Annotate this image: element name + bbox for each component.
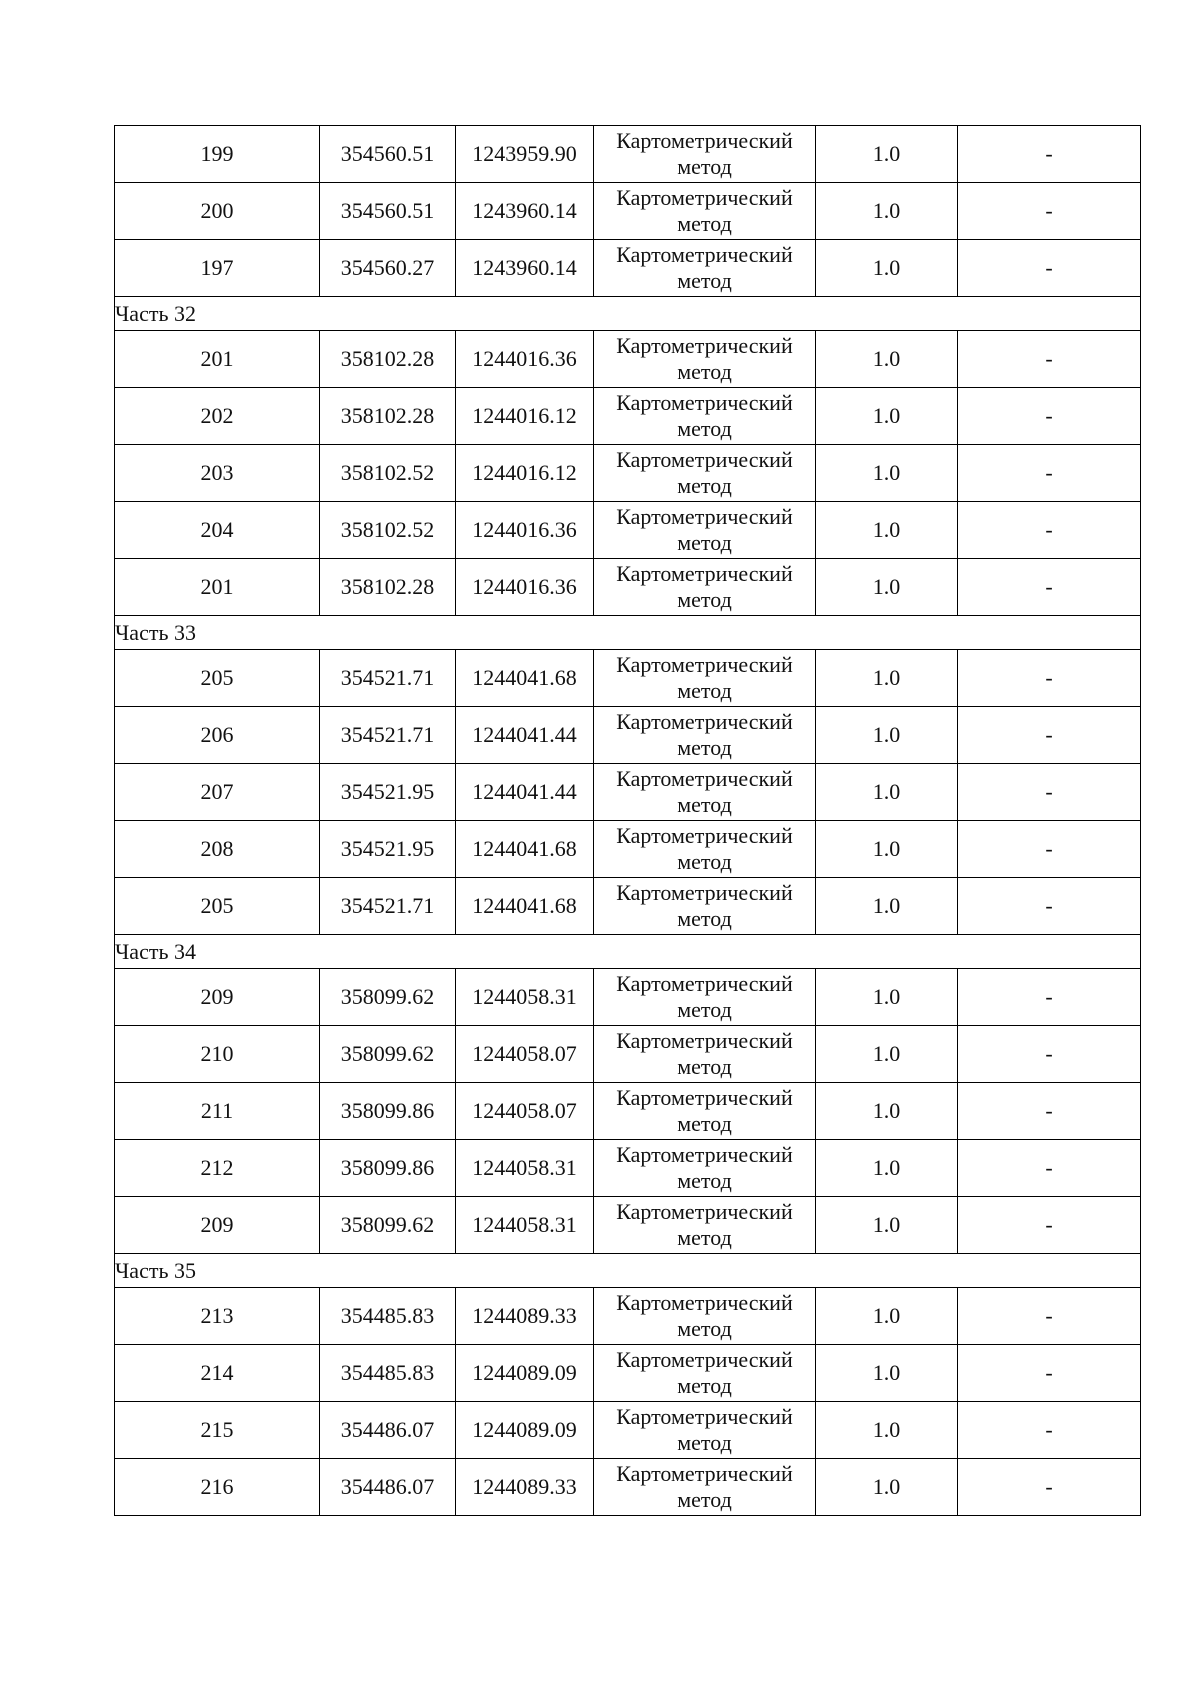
table-row bbox=[115, 1345, 1141, 1402]
table-row bbox=[115, 126, 1141, 183]
method-cell bbox=[594, 1345, 816, 1402]
table-row bbox=[115, 502, 1141, 559]
table-row bbox=[115, 240, 1141, 297]
method-line-1: Картометрический bbox=[616, 1461, 793, 1486]
method-line-2: метод bbox=[677, 735, 732, 760]
method-line-1: Картометрический bbox=[616, 652, 793, 677]
precision-cell: 1.0 bbox=[816, 183, 958, 240]
method-cell bbox=[594, 1459, 816, 1516]
method-cell bbox=[594, 1140, 816, 1197]
part-label: Часть 32 bbox=[115, 297, 1141, 331]
method-line-1: Картометрический bbox=[616, 1028, 793, 1053]
description-cell: - bbox=[958, 240, 1141, 297]
y-coordinate-cell: 1244041.68 bbox=[456, 878, 594, 935]
method-line-2: метод bbox=[677, 416, 732, 441]
x-coordinate-cell: 358102.52 bbox=[320, 445, 456, 502]
precision-cell: 1.0 bbox=[816, 650, 958, 707]
precision-cell: 1.0 bbox=[816, 1083, 958, 1140]
precision-cell: 1.0 bbox=[816, 1197, 958, 1254]
table-row bbox=[115, 969, 1141, 1026]
y-coordinate-cell: 1244089.33 bbox=[456, 1459, 594, 1516]
y-coordinate-cell: 1243959.90 bbox=[456, 126, 594, 183]
method-line-1: Картометрический bbox=[616, 1404, 793, 1429]
description-cell: - bbox=[958, 650, 1141, 707]
method-line-2: метод bbox=[677, 906, 732, 931]
method-line-1: Картометрический bbox=[616, 242, 793, 267]
point-number-cell: 205 bbox=[115, 650, 320, 707]
x-coordinate-cell: 358099.62 bbox=[320, 1026, 456, 1083]
method-cell bbox=[594, 388, 816, 445]
description-cell: - bbox=[958, 1083, 1141, 1140]
description-cell: - bbox=[958, 445, 1141, 502]
method-line-2: метод bbox=[677, 1168, 732, 1193]
method-line-1: Картометрический bbox=[616, 390, 793, 415]
method-line-1: Картометрический bbox=[616, 185, 793, 210]
description-cell: - bbox=[958, 559, 1141, 616]
part-header-row bbox=[115, 935, 1141, 969]
precision-cell: 1.0 bbox=[816, 445, 958, 502]
method-line-2: метод bbox=[677, 1111, 732, 1136]
method-cell bbox=[594, 240, 816, 297]
x-coordinate-cell: 354521.71 bbox=[320, 707, 456, 764]
y-coordinate-cell: 1244058.31 bbox=[456, 1197, 594, 1254]
precision-cell: 1.0 bbox=[816, 1140, 958, 1197]
method-line-1: Картометрический bbox=[616, 1347, 793, 1372]
x-coordinate-cell: 358099.86 bbox=[320, 1083, 456, 1140]
method-line-1: Картометрический bbox=[616, 880, 793, 905]
table-row bbox=[115, 1459, 1141, 1516]
part-header-row bbox=[115, 616, 1141, 650]
point-number-cell: 205 bbox=[115, 878, 320, 935]
y-coordinate-cell: 1244041.44 bbox=[456, 707, 594, 764]
x-coordinate-cell: 354485.83 bbox=[320, 1345, 456, 1402]
y-coordinate-cell: 1243960.14 bbox=[456, 183, 594, 240]
part-label: Часть 35 bbox=[115, 1254, 1141, 1288]
method-line-2: метод bbox=[677, 1487, 732, 1512]
point-number-cell: 214 bbox=[115, 1345, 320, 1402]
method-cell bbox=[594, 559, 816, 616]
point-number-cell: 216 bbox=[115, 1459, 320, 1516]
method-line-2: метод bbox=[677, 1225, 732, 1250]
precision-cell: 1.0 bbox=[816, 126, 958, 183]
table-row bbox=[115, 707, 1141, 764]
precision-cell: 1.0 bbox=[816, 388, 958, 445]
description-cell: - bbox=[958, 878, 1141, 935]
method-line-1: Картометрический bbox=[616, 1290, 793, 1315]
x-coordinate-cell: 358102.52 bbox=[320, 502, 456, 559]
method-line-1: Картометрический bbox=[616, 333, 793, 358]
table-row bbox=[115, 331, 1141, 388]
x-coordinate-cell: 354521.95 bbox=[320, 821, 456, 878]
method-line-2: метод bbox=[677, 678, 732, 703]
method-line-1: Картометрический bbox=[616, 766, 793, 791]
method-cell bbox=[594, 445, 816, 502]
point-number-cell: 201 bbox=[115, 559, 320, 616]
method-line-1: Картометрический bbox=[616, 1085, 793, 1110]
description-cell: - bbox=[958, 764, 1141, 821]
table-row bbox=[115, 559, 1141, 616]
point-number-cell: 210 bbox=[115, 1026, 320, 1083]
x-coordinate-cell: 354560.27 bbox=[320, 240, 456, 297]
x-coordinate-cell: 354521.95 bbox=[320, 764, 456, 821]
x-coordinate-cell: 354560.51 bbox=[320, 183, 456, 240]
method-line-1: Картометрический bbox=[616, 561, 793, 586]
y-coordinate-cell: 1244058.07 bbox=[456, 1083, 594, 1140]
method-cell bbox=[594, 1026, 816, 1083]
x-coordinate-cell: 358099.62 bbox=[320, 1197, 456, 1254]
description-cell: - bbox=[958, 1402, 1141, 1459]
coordinates-table bbox=[114, 125, 1141, 1516]
method-line-1: Картометрический bbox=[616, 1199, 793, 1224]
description-cell: - bbox=[958, 388, 1141, 445]
y-coordinate-cell: 1244016.12 bbox=[456, 388, 594, 445]
part-label: Часть 33 bbox=[115, 616, 1141, 650]
precision-cell: 1.0 bbox=[816, 240, 958, 297]
y-coordinate-cell: 1244058.31 bbox=[456, 1140, 594, 1197]
y-coordinate-cell: 1244041.68 bbox=[456, 821, 594, 878]
table-row bbox=[115, 650, 1141, 707]
method-line-1: Картометрический bbox=[616, 504, 793, 529]
table-row bbox=[115, 878, 1141, 935]
point-number-cell: 202 bbox=[115, 388, 320, 445]
x-coordinate-cell: 354521.71 bbox=[320, 650, 456, 707]
method-cell bbox=[594, 1288, 816, 1345]
method-line-2: метод bbox=[677, 359, 732, 384]
method-line-2: метод bbox=[677, 1316, 732, 1341]
method-line-1: Картометрический bbox=[616, 128, 793, 153]
table-row bbox=[115, 1083, 1141, 1140]
precision-cell: 1.0 bbox=[816, 1026, 958, 1083]
method-line-1: Картометрический bbox=[616, 709, 793, 734]
y-coordinate-cell: 1244016.12 bbox=[456, 445, 594, 502]
point-number-cell: 211 bbox=[115, 1083, 320, 1140]
table-row bbox=[115, 1288, 1141, 1345]
precision-cell: 1.0 bbox=[816, 1459, 958, 1516]
x-coordinate-cell: 354521.71 bbox=[320, 878, 456, 935]
description-cell: - bbox=[958, 502, 1141, 559]
method-cell bbox=[594, 502, 816, 559]
precision-cell: 1.0 bbox=[816, 502, 958, 559]
method-cell bbox=[594, 183, 816, 240]
table-row bbox=[115, 1402, 1141, 1459]
x-coordinate-cell: 358102.28 bbox=[320, 388, 456, 445]
point-number-cell: 215 bbox=[115, 1402, 320, 1459]
y-coordinate-cell: 1244041.68 bbox=[456, 650, 594, 707]
part-label: Часть 34 bbox=[115, 935, 1141, 969]
precision-cell: 1.0 bbox=[816, 821, 958, 878]
precision-cell: 1.0 bbox=[816, 559, 958, 616]
method-line-1: Картометрический bbox=[616, 1142, 793, 1167]
point-number-cell: 207 bbox=[115, 764, 320, 821]
description-cell: - bbox=[958, 1459, 1141, 1516]
point-number-cell: 204 bbox=[115, 502, 320, 559]
description-cell: - bbox=[958, 1026, 1141, 1083]
x-coordinate-cell: 354485.83 bbox=[320, 1288, 456, 1345]
point-number-cell: 212 bbox=[115, 1140, 320, 1197]
method-cell bbox=[594, 126, 816, 183]
point-number-cell: 199 bbox=[115, 126, 320, 183]
table-row bbox=[115, 764, 1141, 821]
x-coordinate-cell: 358102.28 bbox=[320, 331, 456, 388]
method-line-2: метод bbox=[677, 1054, 732, 1079]
method-cell bbox=[594, 650, 816, 707]
method-line-2: метод bbox=[677, 268, 732, 293]
point-number-cell: 213 bbox=[115, 1288, 320, 1345]
x-coordinate-cell: 354560.51 bbox=[320, 126, 456, 183]
y-coordinate-cell: 1244089.33 bbox=[456, 1288, 594, 1345]
precision-cell: 1.0 bbox=[816, 1288, 958, 1345]
method-line-2: метод bbox=[677, 211, 732, 236]
precision-cell: 1.0 bbox=[816, 878, 958, 935]
description-cell: - bbox=[958, 1345, 1141, 1402]
method-line-1: Картометрический bbox=[616, 447, 793, 472]
method-cell bbox=[594, 331, 816, 388]
description-cell: - bbox=[958, 1140, 1141, 1197]
point-number-cell: 200 bbox=[115, 183, 320, 240]
method-cell bbox=[594, 821, 816, 878]
table-row bbox=[115, 445, 1141, 502]
description-cell: - bbox=[958, 1288, 1141, 1345]
precision-cell: 1.0 bbox=[816, 331, 958, 388]
method-line-2: метод bbox=[677, 587, 732, 612]
x-coordinate-cell: 354486.07 bbox=[320, 1402, 456, 1459]
description-cell: - bbox=[958, 969, 1141, 1026]
y-coordinate-cell: 1244058.31 bbox=[456, 969, 594, 1026]
method-line-2: метод bbox=[677, 473, 732, 498]
method-line-2: метод bbox=[677, 792, 732, 817]
point-number-cell: 203 bbox=[115, 445, 320, 502]
method-line-2: метод bbox=[677, 997, 732, 1022]
table-row bbox=[115, 1140, 1141, 1197]
point-number-cell: 209 bbox=[115, 969, 320, 1026]
table-row bbox=[115, 388, 1141, 445]
y-coordinate-cell: 1244058.07 bbox=[456, 1026, 594, 1083]
method-line-1: Картометрический bbox=[616, 971, 793, 996]
precision-cell: 1.0 bbox=[816, 707, 958, 764]
method-line-2: метод bbox=[677, 530, 732, 555]
y-coordinate-cell: 1244016.36 bbox=[456, 502, 594, 559]
method-cell bbox=[594, 1402, 816, 1459]
method-line-2: метод bbox=[677, 849, 732, 874]
description-cell: - bbox=[958, 183, 1141, 240]
description-cell: - bbox=[958, 1197, 1141, 1254]
table-row bbox=[115, 1026, 1141, 1083]
point-number-cell: 208 bbox=[115, 821, 320, 878]
table-row bbox=[115, 1197, 1141, 1254]
y-coordinate-cell: 1244041.44 bbox=[456, 764, 594, 821]
part-header-row bbox=[115, 297, 1141, 331]
method-line-2: метод bbox=[677, 1430, 732, 1455]
method-line-2: метод bbox=[677, 154, 732, 179]
precision-cell: 1.0 bbox=[816, 1402, 958, 1459]
x-coordinate-cell: 354486.07 bbox=[320, 1459, 456, 1516]
y-coordinate-cell: 1244016.36 bbox=[456, 559, 594, 616]
method-cell bbox=[594, 1083, 816, 1140]
point-number-cell: 206 bbox=[115, 707, 320, 764]
point-number-cell: 209 bbox=[115, 1197, 320, 1254]
y-coordinate-cell: 1243960.14 bbox=[456, 240, 594, 297]
x-coordinate-cell: 358099.62 bbox=[320, 969, 456, 1026]
method-cell bbox=[594, 764, 816, 821]
x-coordinate-cell: 358099.86 bbox=[320, 1140, 456, 1197]
precision-cell: 1.0 bbox=[816, 764, 958, 821]
y-coordinate-cell: 1244089.09 bbox=[456, 1345, 594, 1402]
description-cell: - bbox=[958, 126, 1141, 183]
y-coordinate-cell: 1244016.36 bbox=[456, 331, 594, 388]
point-number-cell: 201 bbox=[115, 331, 320, 388]
y-coordinate-cell: 1244089.09 bbox=[456, 1402, 594, 1459]
precision-cell: 1.0 bbox=[816, 969, 958, 1026]
part-header-row bbox=[115, 1254, 1141, 1288]
table-row bbox=[115, 183, 1141, 240]
description-cell: - bbox=[958, 821, 1141, 878]
method-cell bbox=[594, 969, 816, 1026]
table-row bbox=[115, 821, 1141, 878]
description-cell: - bbox=[958, 707, 1141, 764]
method-line-2: метод bbox=[677, 1373, 732, 1398]
method-cell bbox=[594, 878, 816, 935]
point-number-cell: 197 bbox=[115, 240, 320, 297]
coordinates-table-body bbox=[115, 126, 1141, 1516]
x-coordinate-cell: 358102.28 bbox=[320, 559, 456, 616]
description-cell: - bbox=[958, 331, 1141, 388]
method-cell bbox=[594, 1197, 816, 1254]
precision-cell: 1.0 bbox=[816, 1345, 958, 1402]
method-cell bbox=[594, 707, 816, 764]
method-line-1: Картометрический bbox=[616, 823, 793, 848]
